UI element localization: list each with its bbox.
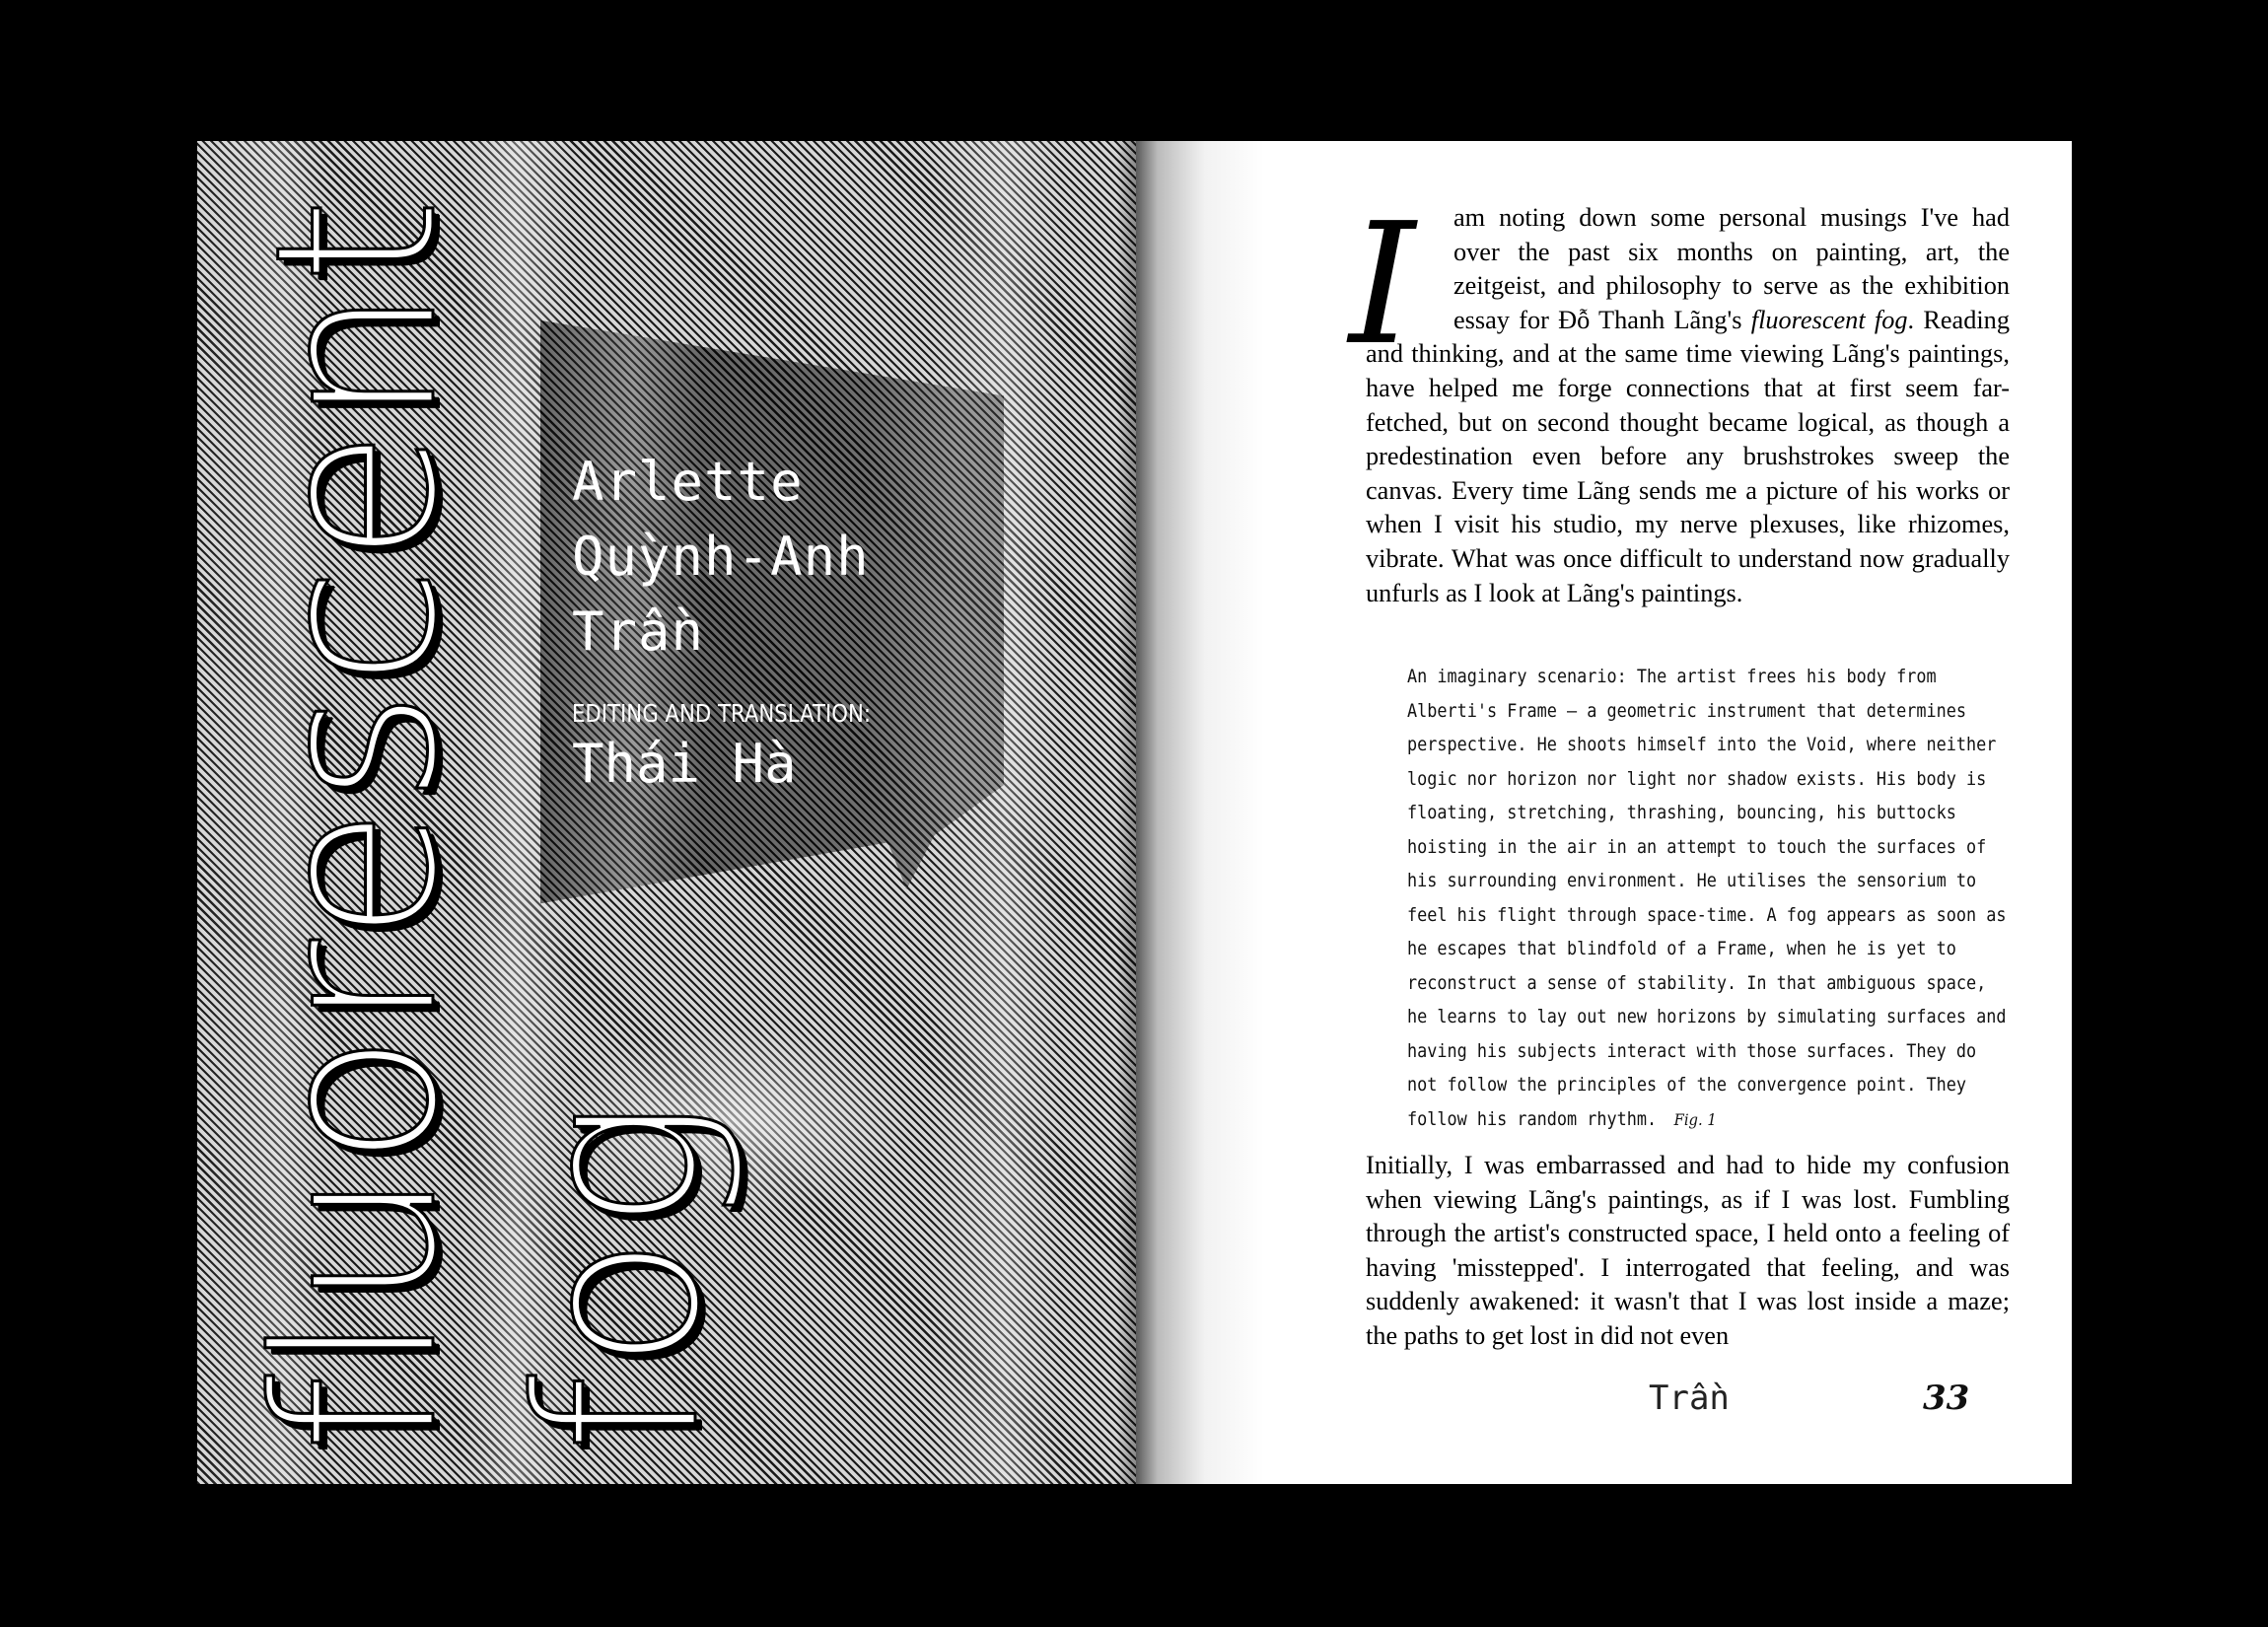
block-quote — [1407, 661, 2008, 1137]
quote-text: An imaginary scenario: The artist frees his body from Alberti's Frame – a geometric instrument that determines perspective. He shoots himself into the Void, where neither logic nor horizon nor light nor shadow exists. His body is floating, stretching, thrashing, bouncing, his buttocks hoisting in the air in an attempt to touch the surfaces of his surrounding environment. He utilises the sensorium to feel his flight through space-time. A fog appears as soon as he escapes that blindfold of a Frame, when he is yet to reconstruct a sense of stability. In that ambiguous space, he learns to lay out new horizons by simulating surfaces and having his subjects interact with those surfaces. They do not follow the principles of the convergence point. They follow his random rhythm. — [1407, 667, 2007, 1130]
cover-page — [197, 141, 1136, 1484]
title-fog: fog — [490, 1095, 747, 1452]
author-last-name: Trần — [572, 601, 705, 663]
author-first-name: Arlette — [572, 451, 804, 513]
drop-cap-spacer — [1366, 201, 1453, 337]
title-fluorescent: fluorescent — [228, 195, 485, 1452]
running-head: Trần — [1649, 1379, 1730, 1418]
drop-cap: I — [1349, 187, 1416, 383]
translator-name: Thái Hà — [572, 733, 797, 795]
paragraph-2: Initially, I was embarrassed and had to hide my confusion when viewing Lãng's paintings, as if I was lost. Fumbling through the artist's constructed space, I held onto a feeling of having 'misstepped'. I interrogated that feeling, and was suddenly awakened: it wasn't that I was lost inside a maze; the paths to get lost in did not even — [1366, 1151, 2010, 1350]
exhibition-title-italic: fluorescent fog — [1750, 305, 1908, 334]
author-block — [572, 445, 966, 799]
credit-label: EDITING AND TRANSLATION: — [572, 699, 872, 728]
paragraph-1-continuation: . Reading and thinking, and at the same time viewing Lãng's paintings, have helped me forge connections that at first seem far-fetched, but on second thought became logical, as though a predestination even before any brushstrokes sweep the canvas. Every time Lãng sends me a picture of his works or when I visit his studio, my nerve plexuses, like rhizomes, vibrate. What was once difficult to understand now gradually unfurls as I look at Lãng's paintings. — [1366, 305, 2010, 607]
paragraph-1-text: am noting down some personal musings I've had over the past six months on painting, art, the zeitgeist, and philosophy to serve as the exhibition essay for Đỗ Thanh Lãng's — [1453, 203, 2010, 334]
page-number: 33 — [1923, 1379, 1970, 1418]
figure-reference[interactable]: Fig. 1 — [1673, 1109, 1717, 1129]
paragraph-1-opening — [1366, 201, 2010, 610]
author-middle-name: Quỳnh-Anh — [572, 526, 870, 588]
